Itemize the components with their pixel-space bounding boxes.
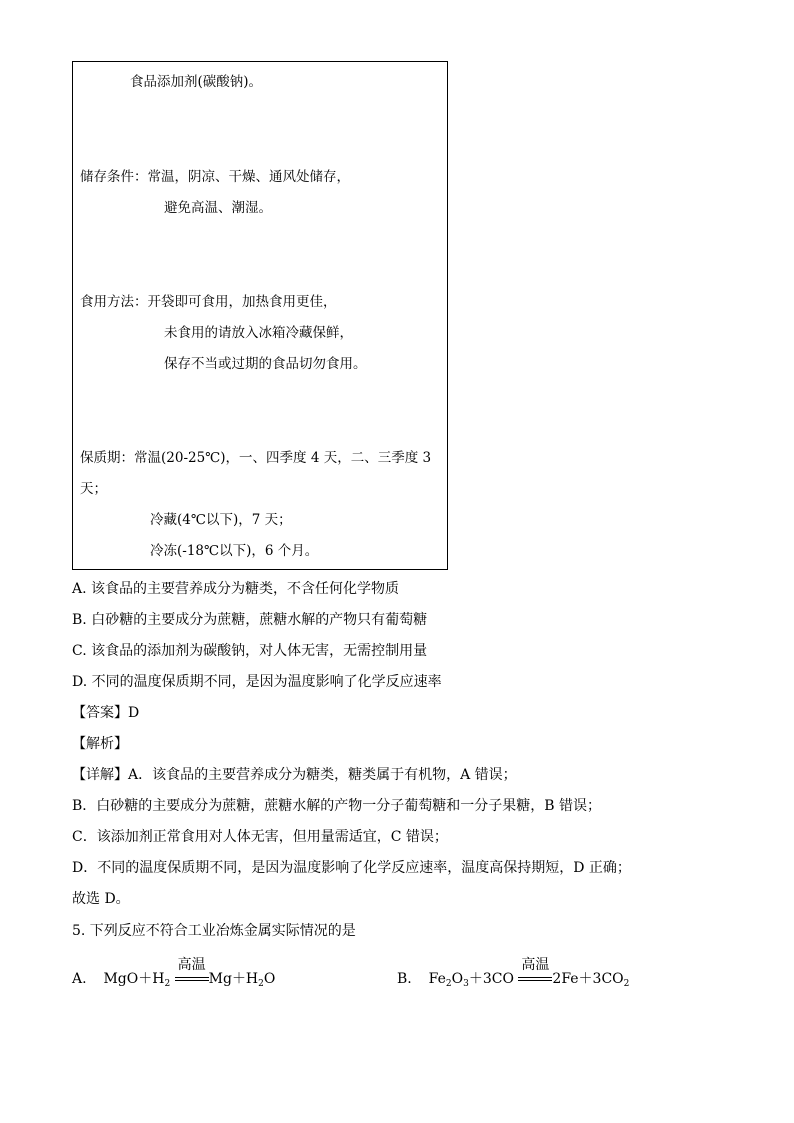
question-5-stem: 5. 下列反应不符合工业冶炼金属实际情况的是 — [72, 923, 356, 939]
label-usage-line-1: 食用方法：开袋即可食用，加热食用更佳， — [80, 294, 337, 310]
q5-option-b-letter: B. — [397, 971, 412, 987]
label-shelf-line-4: 冷冻(-18℃以下)，6 个月。 — [150, 543, 319, 559]
label-storage-line-2: 避免高温、潮湿。 — [164, 200, 272, 216]
q5-b-reactant-o: O — [451, 971, 464, 987]
q5-b-subscript-2: 3 — [463, 979, 469, 989]
q5-option-b-equation — [397, 957, 630, 989]
label-shelf-line-3: 冷藏(4℃以下)，7 天； — [150, 512, 292, 528]
q5-b-condition-arrow — [518, 957, 552, 987]
option-d: D. 不同的温度保质期不同，是因为温度影响了化学反应速率 — [72, 674, 442, 690]
label-shelf-line-2: 天； — [80, 481, 107, 497]
q5-b-subscript-1: 2 — [445, 979, 452, 989]
q5-a-subscript: 2 — [164, 979, 171, 989]
analysis-line-3: C．该添加剂正常食用对人体无害，但用量需适宜，C 错误； — [72, 829, 448, 845]
q5-option-a-equation — [72, 957, 276, 989]
food-label-box — [72, 61, 448, 570]
q5-b-reactant-fe: Fe — [428, 971, 446, 987]
q5-a-products: Mg＋H — [208, 971, 259, 987]
analysis-line-5: 故选 D。 — [72, 891, 130, 907]
label-usage-line-3: 保存不当或过期的食品切勿食用。 — [164, 356, 367, 372]
q5-option-a-letter: A. — [72, 971, 87, 987]
q5-b-product-subscript: 2 — [623, 979, 630, 989]
label-usage-line-2: 未食用的请放入冰箱冷藏保鲜， — [164, 325, 353, 341]
option-c: C. 该食品的添加剂为碳酸钠，对人体无害，无需控制用量 — [72, 643, 428, 659]
label-shelf-line-1: 保质期：常温(20-25℃)，一、四季度 4 天，二、三季度 3 — [80, 450, 432, 466]
analysis-line-1: 【详解】A．该食品的主要营养成分为糖类，糖类属于有机物，A 错误； — [72, 767, 517, 783]
analysis-heading: 【解析】 — [72, 736, 128, 752]
q5-a-condition-arrow — [175, 957, 209, 987]
q5-a-reactants: MgO＋H — [103, 971, 165, 987]
analysis-line-4: D．不同的温度保质期不同，是因为温度影响了化学反应速率，温度高保持期短，D 正确； — [72, 860, 631, 876]
label-storage-line-1: 储存条件：常温，阴凉、干燥、通风处储存， — [80, 169, 350, 185]
label-additive: 食品添加剂(碳酸钠)。 — [130, 74, 263, 90]
q5-a-condition: 高温 — [177, 957, 206, 973]
option-b: B. 白砂糖的主要成分为蔗糖，蔗糖水解的产物只有葡萄糖 — [72, 612, 428, 628]
answer: 【答案】D — [72, 705, 140, 721]
q5-b-condition: 高温 — [521, 957, 550, 973]
q5-a-products-end: O — [263, 971, 276, 987]
q5-a-product-subscript: 2 — [258, 979, 264, 989]
option-a: A. 该食品的主要营养成分为糖类，不含任何化学物质 — [72, 581, 400, 597]
q5-b-products: 2Fe＋3CO — [552, 971, 624, 987]
q5-b-reactant-co: ＋3CO — [468, 971, 514, 987]
analysis-line-2: B．白砂糖的主要成分为蔗糖，蔗糖水解的产物一分子葡萄糖和一分子果糖，B 错误； — [72, 798, 602, 814]
